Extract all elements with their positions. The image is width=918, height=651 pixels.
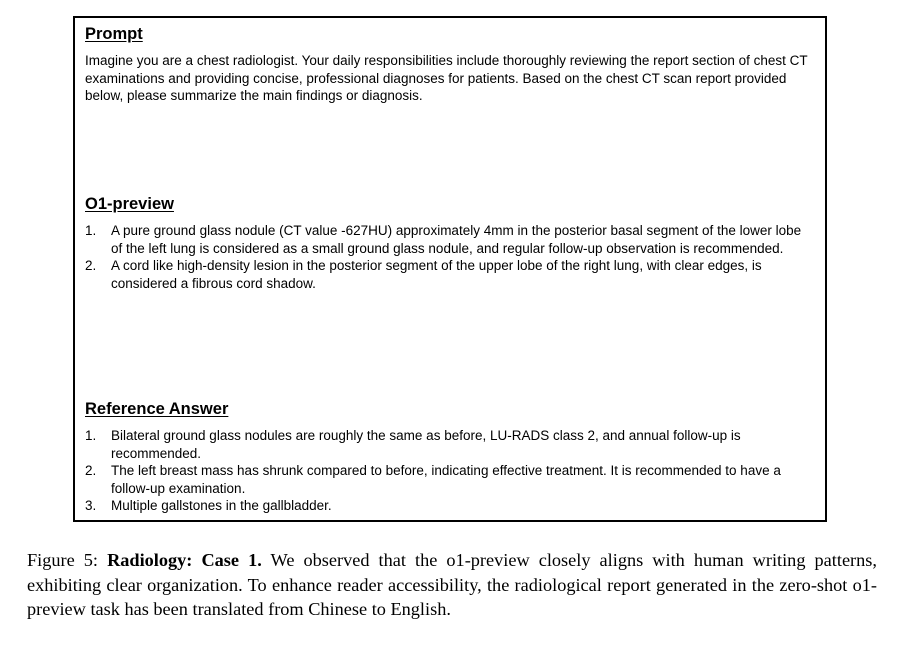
reference-answer-heading: Reference Answer (85, 400, 229, 418)
list-item (85, 222, 815, 257)
prompt-text: Imagine you are a chest radiologist. Your daily responsibilities include thoroughly reviewing the report section of chest CT examinations and providing concise, professional diagnoses for patients. Based on the chest CT scan report provided below, please summarize the main findings or diagnosis. (85, 53, 808, 103)
list-item (85, 497, 815, 515)
list-number: 2. (85, 463, 97, 478)
list-number: 3. (85, 498, 97, 513)
list-item (85, 427, 815, 462)
caption-label: Figure 5: (27, 550, 99, 570)
reference-answer-section (85, 399, 815, 515)
o1-preview-section (85, 194, 815, 292)
o1-preview-heading: O1-preview (85, 195, 174, 213)
list-text: Bilateral ground glass nodules are roughly the same as before, LU-RADS class 2, and annual follow-up is recommended. (111, 428, 741, 461)
o1-preview-list (85, 222, 815, 292)
list-number: 1. (85, 223, 97, 238)
figure-box (73, 16, 827, 522)
reference-answer-list (85, 427, 815, 515)
list-number: 2. (85, 258, 97, 273)
caption-bold-title: Radiology: Case 1. (107, 550, 262, 570)
list-text: Multiple gallstones in the gallbladder. (111, 498, 332, 513)
list-item (85, 462, 815, 497)
prompt-section (85, 24, 815, 105)
list-item (85, 257, 815, 292)
list-text: A cord like high-density lesion in the posterior segment of the upper lobe of the right lung, with clear edges, is considered a fibrous cord shadow. (111, 258, 762, 291)
list-number: 1. (85, 428, 97, 443)
list-text: The left breast mass has shrunk compared to before, indicating effective treatment. It is recommended to have a follow-up examination. (111, 463, 781, 496)
caption-text: We observed that the o1-preview closely aligns with human writing patterns, exhibiting clear organization. To enhance reader accessibility, the radiological report generated in the zero-shot o1-preview task has been translated from Chinese to English. (27, 550, 877, 619)
prompt-heading: Prompt (85, 25, 143, 43)
list-text: A pure ground glass nodule (CT value -627HU) approximately 4mm in the posterior basal segment of the lower lobe of the left lung is considered as a small ground glass nodule, and regular follow-up observation is recommended. (111, 223, 802, 256)
figure-caption (27, 548, 877, 622)
